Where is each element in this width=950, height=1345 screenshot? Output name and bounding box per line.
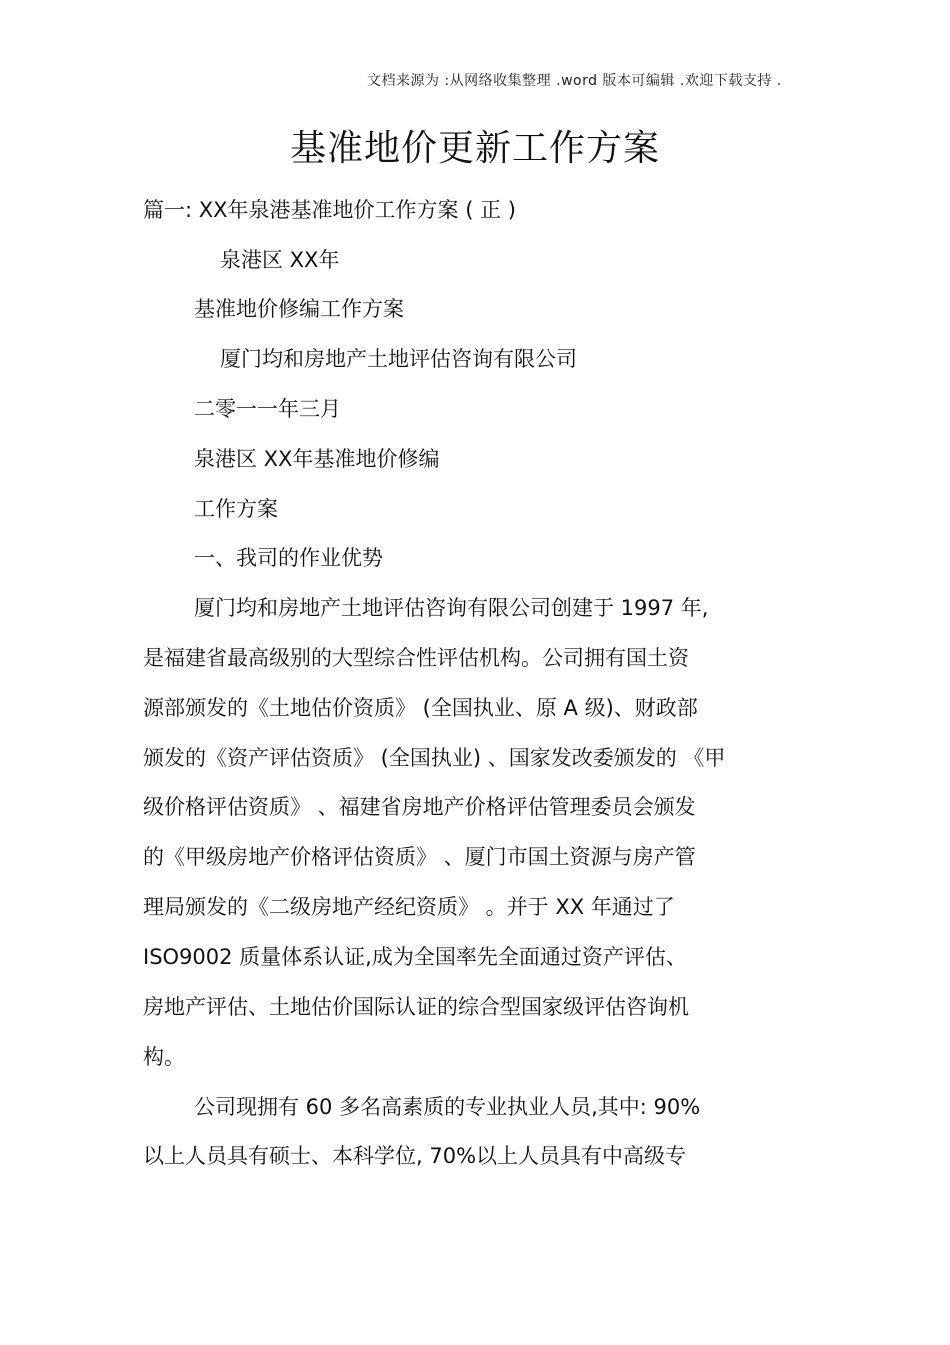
text-line: 厦门均和房地产土地评估咨询有限公司 (220, 347, 577, 371)
text-line: 的《甲级房地产价格评估资质》 、厦门市国土资源与房产管 (143, 845, 696, 869)
section-heading: 一、我司的作业优势 (194, 546, 383, 570)
text-line: 是福建省最高级别的大型综合性评估机构。公司拥有国土资 (143, 646, 689, 670)
text-line: 以上人员具有硕士、本科学位, 70%以上人员具有中高级专 (143, 1144, 687, 1168)
text-line: 工作方案 (194, 497, 278, 521)
text-line: 级价格评估资质》 、福建省房地产价格评估管理委员会颁发 (143, 795, 696, 819)
text-line: 二零一一年三月 (194, 397, 341, 421)
text-line: 颁发的《资产评估资质》 (全国执业) 、国家发改委颁发的 《甲 (143, 746, 726, 770)
text-line: 公司现拥有 60 多名高素质的专业执业人员,其中: 90% (194, 1095, 701, 1119)
text-line: 泉港区 XX年 (220, 248, 340, 272)
text-line: 厦门均和房地产土地评估咨询有限公司创建于 1997 年, (194, 596, 709, 620)
text-line: 房地产评估、土地估价国际认证的综合型国家级评估咨询机 (143, 995, 689, 1019)
text-line: 源部颁发的《土地估价资质》 (全国执业、原 A 级)、财政部 (143, 696, 698, 720)
text-line: 泉港区 XX年基准地价修编 (194, 447, 440, 471)
text-line: 基准地价修编工作方案 (194, 297, 404, 321)
text-line: 篇一: XX年泉港基准地价工作方案 ( 正 ) (143, 198, 516, 222)
text-line: ISO9002 质量体系认证,成为全国率先全面通过资产评估、 (143, 945, 687, 969)
header-note: 文档来源为 :从网络收集整理 .word 版本可编辑 .欢迎下载支持 . (367, 73, 782, 89)
page-title: 基准地价更新工作方案 (289, 128, 660, 169)
text-line: 构。 (143, 1045, 185, 1069)
text-line: 理局颁发的《二级房地产经纪资质》 。并于 XX 年通过了 (143, 895, 675, 919)
